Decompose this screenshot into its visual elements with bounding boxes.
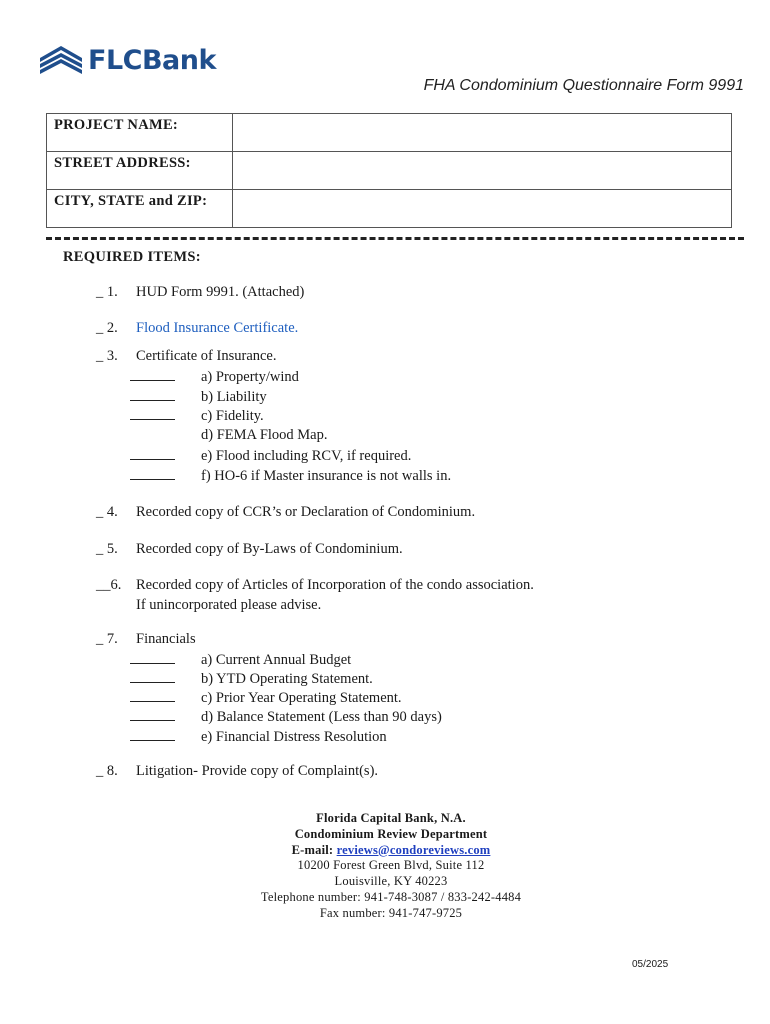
item-text: Financials [136,631,196,647]
street-address-field[interactable] [233,152,732,190]
insurance-subitem: d) FEMA Flood Map. [201,427,328,443]
fax-line: Fax number: 941-747-9725 [319,905,463,920]
table-row [47,190,732,228]
flcbank-logo-mark-icon [38,45,84,77]
item-number: _ 3. [96,348,118,364]
contact-footer [0,811,770,922]
city-state-zip-field[interactable] [233,190,732,228]
logo-wordmark: FLCBank [88,45,216,76]
checkbox-blank[interactable] [130,445,175,460]
bank-name: Florida Capital Bank, N.A. [316,811,466,825]
checkbox-blank[interactable] [130,706,175,721]
insurance-subitem: a) Property/wind [130,366,299,388]
item-number: _ 4. [96,504,118,520]
item-text: Certificate of Insurance. [136,348,277,364]
insurance-subitem: f) HO-6 if Master insurance is not walls in. [130,465,451,487]
financial-subitem: d) Balance Statement (Less than 90 days) [130,706,442,728]
checkbox-blank[interactable] [130,668,175,683]
dashed-divider [46,237,744,240]
item-text: Recorded copy of CCR’s or Declaration of Condominium. [136,504,476,520]
insurance-subitem: c) Fidelity. [130,405,264,427]
checkbox-blank[interactable] [130,405,175,420]
list-item [96,762,379,782]
flood-insurance-link[interactable]: Flood Insurance Certificate. [136,320,299,336]
required-items-heading: REQUIRED ITEMS: [63,249,201,265]
insurance-subitem: e) Flood including RCV, if required. [130,445,411,467]
project-info-table [46,113,732,228]
financial-subitem: c) Prior Year Operating Statement. [130,687,402,709]
item-number: __6. [96,577,122,593]
checkbox-blank[interactable] [130,366,175,381]
project-name-field[interactable] [233,114,732,152]
financial-subitem: b) YTD Operating Statement. [130,668,373,690]
revision-date: 05/2025 [632,959,669,970]
item-text: If unincorporated please advise. [136,597,322,613]
checkbox-blank[interactable] [130,649,175,664]
department-name: Condominium Review Department [294,826,488,841]
item-number: _ 5. [96,541,118,557]
financial-subitem: a) Current Annual Budget [130,649,351,671]
list-item [96,347,277,367]
list-item [96,503,476,523]
list-item [96,283,305,303]
address-line-2: Louisville, KY 40223 [334,874,448,889]
table-row [47,152,732,190]
item-number: _ 7. [96,631,118,647]
address-line-1: 10200 Forest Green Blvd, Suite 112 [297,858,485,873]
checkbox-blank[interactable] [130,386,175,401]
street-address-label: STREET ADDRESS: [47,152,233,190]
telephone-line: Telephone number: 941-748-3087 / 833-242-4484 [260,889,522,904]
list-item [96,319,299,339]
checkbox-blank[interactable] [130,726,175,741]
list-item [96,540,403,560]
insurance-subitem: b) Liability [130,386,267,408]
list-item-continuation [96,596,322,616]
email-label: E-mail: [291,842,337,857]
email-link[interactable]: reviews@condoreviews.com [336,842,491,857]
email-line [0,843,770,859]
item-text: Recorded copy of Articles of Incorporation of the condo association. [136,577,534,593]
project-name-label: PROJECT NAME: [47,114,233,152]
item-number: _ 1. [96,284,118,300]
checkbox-blank[interactable] [130,465,175,480]
list-item [96,630,196,650]
list-item [96,576,534,596]
checkbox-blank[interactable] [130,687,175,702]
financial-subitem: e) Financial Distress Resolution [130,726,387,748]
item-number: _ 2. [96,320,118,336]
table-row [47,114,732,152]
item-text: HUD Form 9991. (Attached) [136,284,305,300]
city-state-zip-label: CITY, STATE and ZIP: [47,190,233,228]
item-number: _ 8. [96,763,118,779]
item-text: Litigation- Provide copy of Complaint(s). [136,763,379,779]
flcbank-logo [38,44,216,78]
item-text: Recorded copy of By-Laws of Condominium. [136,541,403,557]
form-title: FHA Condominium Questionnaire Form 9991 [423,77,744,94]
